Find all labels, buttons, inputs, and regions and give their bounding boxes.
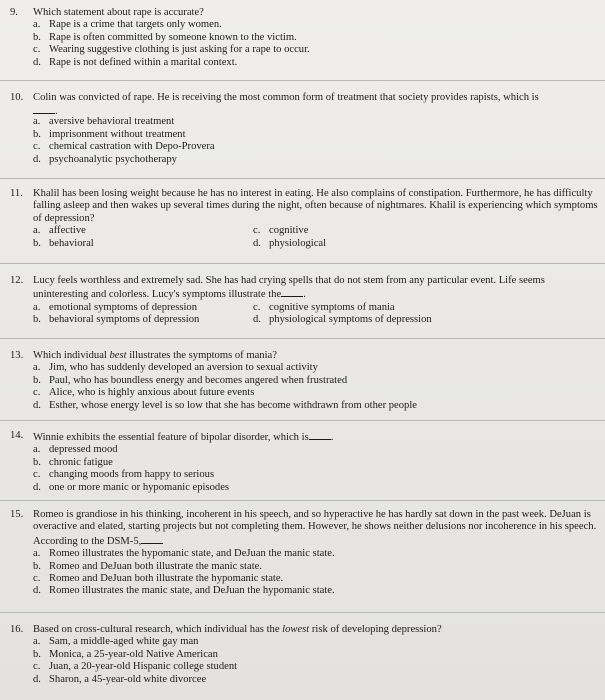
question-12: 12. Lucy feels worthless and extremely sad. She has had crying spells that do not stem from any particular event. Life seems uninteresting and colorless. Lucy's symptoms illustrate the . a. emotional symptoms of depression c. cognitive symptoms of mania b. behavioral symptoms of depression d. physiological symptoms of depression bbox=[10, 275, 600, 327]
answer-option: a. Romeo illustrates the hypomanic state, and DeJuan the manic state. bbox=[33, 548, 335, 560]
answer-blank: . bbox=[33, 104, 600, 116]
answer-option: b. behavioral symptoms of depression bbox=[33, 314, 200, 326]
question-stem: Which individual best illustrates the symptoms of mania? bbox=[33, 350, 277, 361]
question-stem: Which statement about rape is accurate? bbox=[33, 7, 204, 18]
answer-option: d. one or more manic or hypomanic episodes bbox=[33, 481, 230, 493]
answer-option: a. Jim, who has suddenly developed an aversion to sexual activity bbox=[33, 362, 318, 374]
question-number: 16. bbox=[10, 624, 24, 635]
answer-option: b. Rape is often committed by someone known to the victim. bbox=[33, 31, 297, 43]
answer-option: b. chronic fatigue bbox=[33, 456, 113, 468]
answer-option: a. emotional symptoms of depression bbox=[33, 301, 198, 313]
answer-option: c. cognitive symptoms of mania bbox=[253, 301, 395, 313]
answer-option: a. Rape is a crime that targets only women. bbox=[33, 19, 222, 31]
answer-option: c. Juan, a 20-year-old Hispanic college student bbox=[33, 661, 238, 673]
divider bbox=[0, 338, 605, 339]
answer-blank bbox=[141, 534, 163, 544]
divider bbox=[0, 500, 605, 501]
question-9 bbox=[10, 7, 600, 69]
answer-option: d. psychoanalytic psychotherapy bbox=[33, 153, 177, 165]
question-15 bbox=[10, 509, 600, 598]
answer-blank bbox=[309, 430, 331, 440]
answer-option: c. Alice, who is highly anxious about future events bbox=[33, 387, 255, 399]
answer-option: b. Monica, a 25-year-old Native American bbox=[33, 648, 218, 660]
divider bbox=[0, 263, 605, 264]
answer-option: c. Romeo and DeJuan both illustrate the hypomanic state. bbox=[33, 573, 284, 585]
question-14: 14. Winnie exhibits the essential feature of bipolar disorder, which is . a. depressed mood b. chronic fatigue c. changing moods from happy to serious d. one or more manic or hypomanic episodes bbox=[10, 430, 600, 494]
answer-option: a. affective bbox=[33, 225, 86, 237]
question-stem: Based on cross-cultural research, which individual has the lowest risk of developing depression? bbox=[33, 624, 442, 635]
question-number: 11. bbox=[10, 188, 23, 199]
answer-option: a. aversive behavioral treatment bbox=[33, 116, 175, 128]
question-stem: Romeo is grandiose in his thinking, incoherent in his speech, and so hyperactive he has hardly sat down in the past week. DeJuan is overactive and elated, starting projects but not completing them. However, he shows neither delusions nor incoherence in his speech. According to the DSM-5, bbox=[33, 509, 597, 547]
answer-option: d. physiological symptoms of depression bbox=[253, 314, 432, 326]
question-13 bbox=[10, 350, 600, 412]
answer-option: a. depressed mood bbox=[33, 444, 118, 456]
answer-option: d. Rape is not defined within a marital context. bbox=[33, 56, 238, 68]
answer-option: b. imprisonment without treatment bbox=[33, 128, 186, 140]
answer-option: a. Sam, a middle-aged white gay man bbox=[33, 636, 199, 648]
divider bbox=[0, 612, 605, 613]
answer-option: b. Romeo and DeJuan both illustrate the manic state. bbox=[33, 560, 262, 572]
answer-blank bbox=[281, 287, 303, 297]
question-number: 13. bbox=[10, 350, 24, 361]
answer-option: c. cognitive bbox=[253, 225, 309, 237]
question-11 bbox=[10, 188, 600, 250]
question-stem: Khalil has been losing weight because he has no interest in eating. He also complains of constipation. Furthermore, he has difficulty falling asleep and then wakes up several times during the night, often because of nightmares. Khalil is experiencing which symptoms of depression? bbox=[33, 188, 598, 224]
question-stem: Lucy feels worthless and extremely sad. She has had crying spells that do not stem from any particular event. Life seems uninteresting and colorless. Lucy's symptoms illustrate the bbox=[33, 275, 545, 301]
answer-option: d. Romeo illustrates the manic state, and DeJuan the hypomanic state. bbox=[33, 585, 335, 597]
question-stem: Colin was convicted of rape. He is receiving the most common form of treatment that society provides rapists, which is bbox=[33, 92, 539, 103]
question-number: 14. bbox=[10, 430, 24, 441]
question-10 bbox=[10, 92, 600, 166]
question-number: 9. bbox=[10, 7, 18, 18]
divider bbox=[0, 420, 605, 421]
answer-option: d. Esther, whose energy level is so low that she has become withdrawn from other people bbox=[33, 399, 418, 411]
answer-option: c. chemical castration with Depo-Provera bbox=[33, 141, 215, 153]
answer-option: c. Wearing suggestive clothing is just asking for a rape to occur. bbox=[33, 44, 310, 56]
divider bbox=[0, 80, 605, 81]
answer-option: d. Sharon, a 45-year-old white divorcee bbox=[33, 673, 207, 685]
answer-option: b. Paul, who has boundless energy and becomes angered when frustrated bbox=[33, 374, 348, 386]
question-number: 15. bbox=[10, 509, 24, 520]
question-number: 12. bbox=[10, 275, 24, 286]
divider bbox=[0, 178, 605, 179]
question-number: 10. bbox=[10, 92, 24, 103]
answer-option: b. behavioral bbox=[33, 237, 94, 249]
answer-option: c. changing moods from happy to serious bbox=[33, 469, 215, 481]
question-16 bbox=[10, 624, 600, 686]
answer-option: d. physiological bbox=[253, 237, 327, 249]
question-stem: Winnie exhibits the essential feature of bipolar disorder, which is bbox=[33, 432, 309, 443]
